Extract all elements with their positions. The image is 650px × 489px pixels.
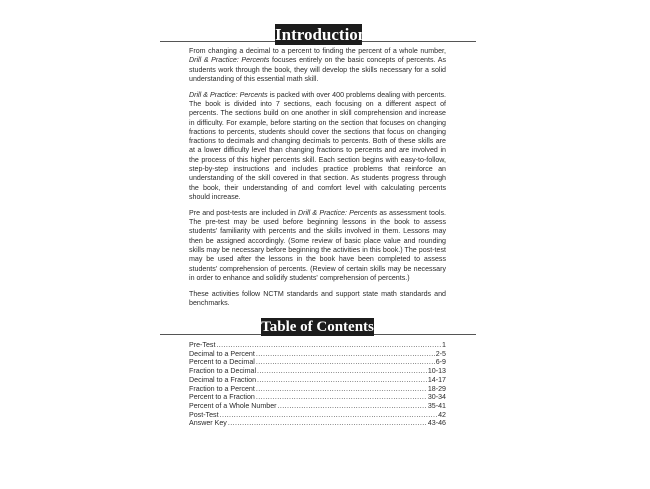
book-title: Drill & Practice: Percents <box>189 56 270 65</box>
toc-entry <box>189 358 446 367</box>
intro-paragraph-4: These activities follow NCTM standards and support state math standards and benchmarks. <box>189 289 446 307</box>
toc-leader-dots <box>257 367 427 376</box>
intro-paragraph-1 <box>189 47 446 84</box>
toc-entry-pages: 1 <box>442 341 446 349</box>
toc-entry-pages: 30-34 <box>427 393 446 402</box>
toc-entry-title: Decimal to a Percent <box>189 349 255 358</box>
toc-entry-pages: 10-13 <box>427 367 446 376</box>
toc-entry <box>189 341 446 350</box>
toc-entry-pages: 42 <box>438 410 446 419</box>
toc-entry <box>189 367 446 376</box>
book-title: Drill & Practice: Percents <box>298 208 378 217</box>
toc-leader-dots <box>256 385 427 394</box>
introduction-heading-row <box>160 24 476 46</box>
toc-leader-dots <box>216 341 441 350</box>
toc-entry-title: Percent to a Fraction <box>189 393 255 402</box>
toc-entry-title: Fraction to a Decimal <box>189 367 257 376</box>
toc-entry-title: Percent to a Decimal <box>189 358 255 367</box>
toc-leader-dots <box>256 358 435 367</box>
toc-entry-pages: 2-5 <box>435 349 446 358</box>
intro-p2-text: is packed with over 400 problems dealing with percents. The book is divided into 7 sections, each focusing on a different aspect of percents. The sections build on one another in skill comprehension and increase in difficulty. For example, before starting on the section that focuses on changing fractions to percents, students should cover the sections that focus on changing fractions to decimals and changing decimals to percents. Both of these skills are at a lower difficulty level than changing fractions to percents and are involved in the process of this higher percents skill. Each section begins with easy-to-follow, step-by-step instructions and includes practice problems that reinforce an understanding of the skill covered in that section. As students progress through the book, their understanding of and comfort level with calculating percents should increase. <box>189 90 446 201</box>
toc-leader-dots <box>256 350 435 359</box>
toc-entry-pages: 18-29 <box>427 384 446 393</box>
toc-entry <box>189 419 446 428</box>
intro-paragraph-2 <box>189 91 446 203</box>
toc-entry-title: Decimal to a Fraction <box>189 375 257 384</box>
toc-leader-dots <box>257 376 427 385</box>
toc-entry <box>189 411 446 420</box>
toc-leader-dots <box>220 411 438 420</box>
toc-entry-title: Percent of a Whole Number <box>189 401 277 410</box>
toc-entry-title: Fraction to a Percent <box>189 384 255 393</box>
intro-p3-text-a: Pre and post-tests are included in <box>189 208 298 217</box>
introduction-body <box>189 47 446 315</box>
intro-p1-text-b: focuses entirely on the basic concepts of percents. As students work through the book, they will develop the skills necessary for a solid understanding of this essential math skill. <box>189 56 446 83</box>
toc-entry-pages: 6-9 <box>435 358 446 367</box>
book-title: Drill & Practice: Percents <box>189 90 268 99</box>
toc-entry-pages: 14-17 <box>427 375 446 384</box>
toc-heading: Table of Contents <box>261 319 374 335</box>
table-of-contents <box>189 341 446 428</box>
toc-entry <box>189 376 446 385</box>
intro-paragraph-3 <box>189 209 446 283</box>
intro-p1-text-a: From changing a decimal to a percent to finding the percent of a whole number, <box>189 47 446 55</box>
toc-entry <box>189 385 446 394</box>
toc-leader-dots <box>278 402 427 411</box>
toc-entry-pages: 35-41 <box>427 401 446 410</box>
toc-leader-dots <box>228 419 427 428</box>
toc-entry <box>189 350 446 359</box>
toc-entry-title: Pre-Test <box>189 341 216 349</box>
toc-entry-title: Answer Key <box>189 419 227 428</box>
toc-entry-pages: 43-46 <box>427 419 446 428</box>
intro-p3-text-b: as assessment tools. The pre-test may be used before beginning lessons in the book to assess students' familiarity with percents and the skills involved in them. Lessons may then be assigned accordingly. (Some review of basic place value and rounding skills may be necessary before beginning the activities in this book.) The post-test may be used after the lessons in the book have been completed to assess students' comprehension of percents. (Review of certain skills may be necessary in order to enhance and solidify students' comprehension of percents.) <box>189 208 447 282</box>
introduction-heading: Introduction <box>275 25 368 44</box>
toc-heading-row <box>160 318 476 338</box>
toc-leader-dots <box>256 393 427 402</box>
toc-entry <box>189 402 446 411</box>
toc-entry-title: Post-Test <box>189 410 219 419</box>
toc-entry <box>189 393 446 402</box>
